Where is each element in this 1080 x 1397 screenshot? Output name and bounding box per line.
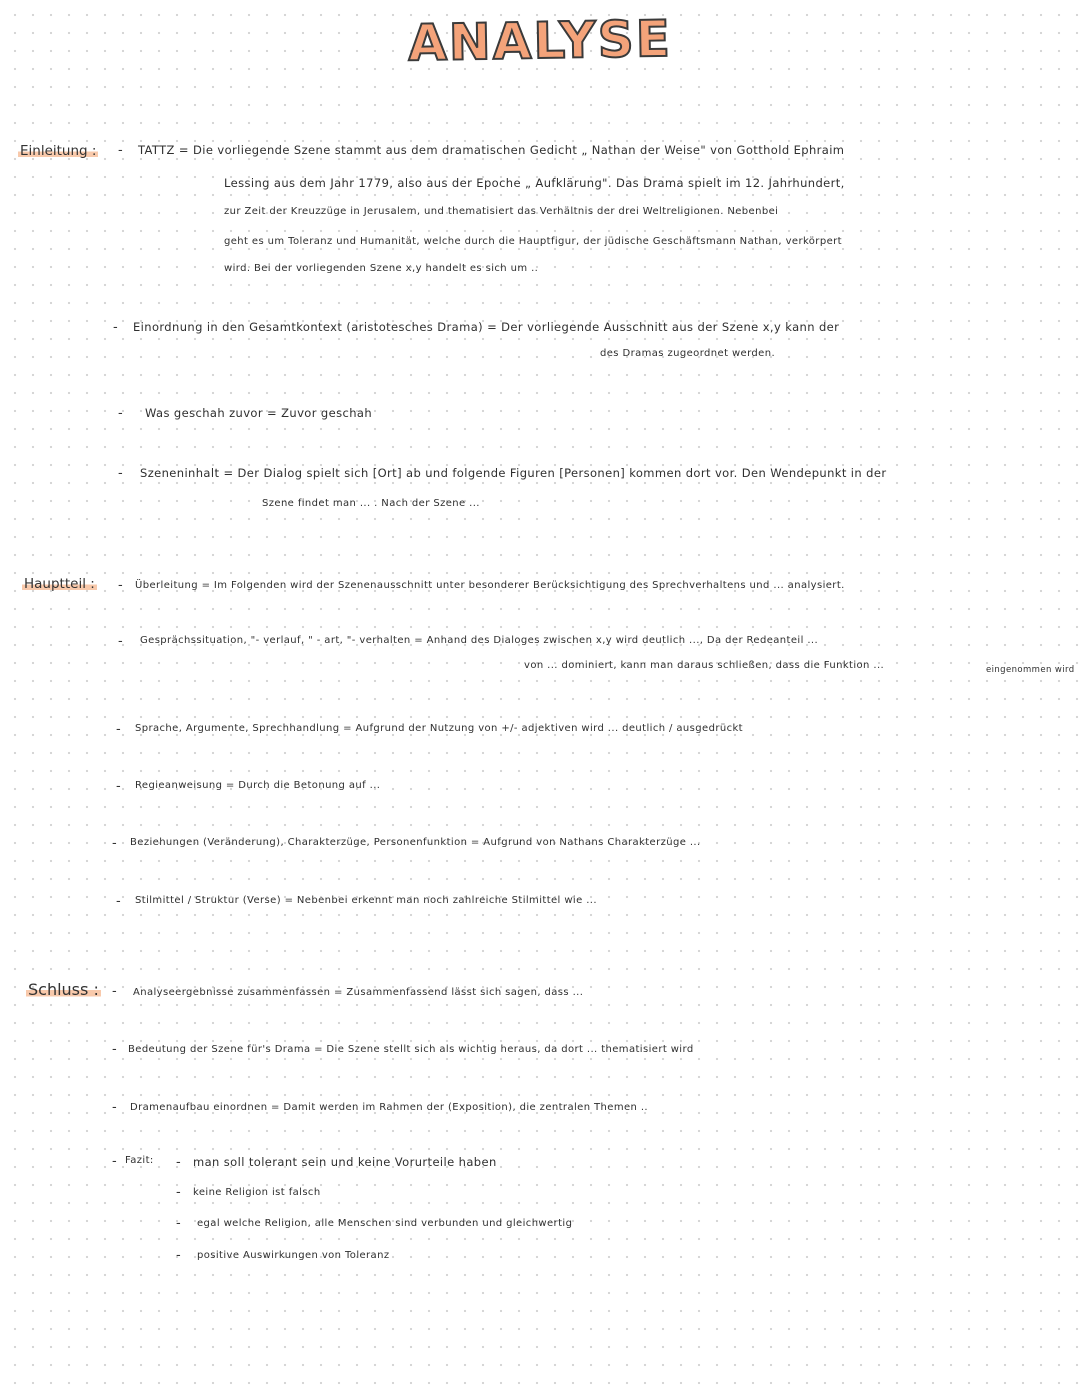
sprache-line: Sprache, Argumente, Sprechhandlung = Aufgrund der Nutzung von +/- adjektiven wird ... deutlich / ausgedrückt (135, 723, 743, 734)
fazit-item: keine Religion ist falsch (193, 1187, 321, 1198)
bullet-dash: - (176, 1155, 181, 1170)
ueberleitung-line: Überleitung = Im Folgenden wird der Szenenausschnitt unter besonderer Berücksichtigung des Sprechverhaltens und ... analysiert. (135, 580, 845, 591)
fazit-item: egal welche Religion, alle Menschen sind verbunden und gleichwertig (197, 1218, 573, 1229)
bullet-dash: - (112, 1042, 117, 1057)
tattz-line-3: zur Zeit der Kreuzzüge in Jerusalem, und thematisiert das Verhältnis der drei Weltreligionen. Nebenbei (224, 206, 779, 217)
bullet-dash: - (116, 894, 121, 909)
bullet-dash: - (176, 1216, 181, 1231)
fazit-label: Fazit: (125, 1155, 154, 1166)
gespraech-line-2: von ... dominiert, kann man daraus schließen, dass die Funktion ... (524, 660, 885, 671)
bullet-dash: - (112, 984, 117, 999)
fazit-item: man soll tolerant sein und keine Vorurteile haben (193, 1155, 497, 1169)
bullet-dash: - (112, 1100, 117, 1115)
section-label-hauptteil: Hauptteil : (24, 576, 95, 592)
bullet-dash: - (113, 320, 118, 335)
stilmittel-line: Stilmittel / Struktur (Verse) = Nebenbei erkennt man noch zahlreiche Stilmittel wie ... (135, 895, 597, 906)
bullet-dash: - (118, 578, 123, 593)
bullet-dash: - (118, 406, 123, 421)
section-label-schluss: Schluss : (28, 980, 99, 999)
bullet-dash: - (112, 1154, 117, 1169)
bullet-dash: - (118, 466, 123, 481)
bullet-dash: - (112, 836, 117, 851)
schluss-bedeutung-line: Bedeutung der Szene für's Drama = Die Szene stellt sich als wichtig heraus, da dort ... thematisiert wird (128, 1044, 694, 1055)
schluss-analyse-line: Analyseergebnisse zusammenfassen = Zusammenfassend lässt sich sagen, dass ... (133, 987, 584, 998)
gespraech-line-2-end: eingenommen wird (986, 665, 1075, 675)
zuvor-line: Was geschah zuvor = Zuvor geschah (145, 406, 373, 420)
bullet-dash: - (118, 143, 123, 158)
bullet-dash: - (176, 1248, 181, 1263)
szeneninhalt-line-2: Szene findet man ... . Nach der Szene ... (262, 498, 480, 509)
bullet-dash: - (118, 634, 123, 649)
szeneninhalt-line-1: Szeneninhalt = Der Dialog spielt sich [Ort] ab und folgende Figuren [Personen] kommen dort vor. Den Wendepunkt in der (140, 466, 887, 480)
page-title: ANALYSE (407, 9, 673, 73)
bullet-dash: - (116, 779, 121, 794)
fazit-item: positive Auswirkungen von Toleranz (197, 1250, 390, 1261)
regie-line: Regieanweisung = Durch die Betonung auf ... (135, 780, 381, 791)
tattz-line-2: Lessing aus dem Jahr 1779, also aus der Epoche „ Aufklärung". Das Drama spielt im 12. Jahrhundert, (224, 176, 845, 190)
einordnung-line-2: des Dramas zugeordnet werden. (600, 348, 776, 359)
tattz-line-5: wird. Bei der vorliegenden Szene x,y handelt es sich um .. (224, 263, 539, 274)
tattz-line-1: TATTZ = Die vorliegende Szene stammt aus dem dramatischen Gedicht „ Nathan der Weise" von Gotthold Ephraim (138, 143, 845, 157)
einordnung-line-1: Einordnung in den Gesamtkontext (aristotesches Drama) = Der vorliegende Ausschnitt aus der Szene x,y kann der (133, 320, 840, 334)
schluss-dramenaufbau-line: Dramenaufbau einordnen = Damit werden im Rahmen der (Exposition), die zentralen Themen .. (130, 1102, 648, 1113)
bullet-dash: - (116, 722, 121, 737)
tattz-line-4: geht es um Toleranz und Humanität, welche durch die Hauptfigur, der jüdische Geschäftsmann Nathan, verkörpert (224, 236, 842, 247)
section-label-einleitung: Einleitung : (20, 143, 97, 159)
beziehungen-line: Beziehungen (Veränderung), Charakterzüge, Personenfunktion = Aufgrund von Nathans Charakterzüge ... (130, 837, 701, 848)
bullet-dash: - (176, 1185, 181, 1200)
gespraech-line-1: Gesprächssituation, "- verlauf, " - art, "- verhalten = Anhand des Dialoges zwischen x,y wird deutlich ..., Da der Redeanteil ... (140, 635, 819, 646)
